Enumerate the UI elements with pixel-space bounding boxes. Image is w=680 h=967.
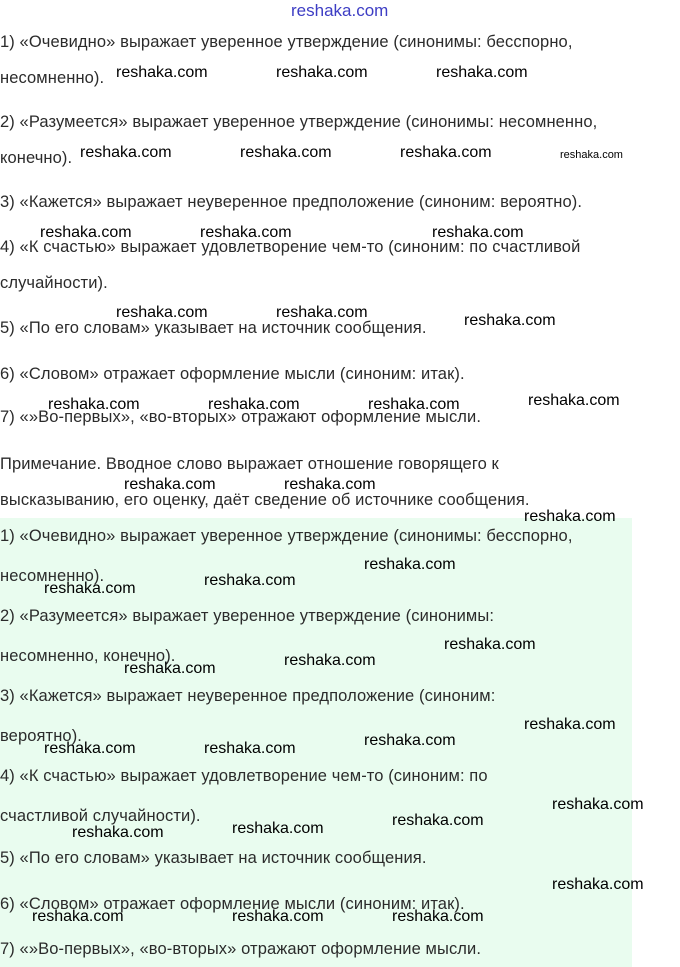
list-item-line: 3) «Кажется» выражает неуверенное предположение (синоним:: [0, 687, 496, 705]
watermark: reshaka.com: [200, 224, 292, 241]
watermark: reshaka.com: [240, 144, 332, 161]
watermark: reshaka.com: [232, 908, 324, 925]
watermark: reshaka.com: [524, 716, 616, 733]
watermark: reshaka.com: [40, 224, 132, 241]
note-paragraph: [0, 446, 530, 518]
list-item-line: 4) «К счастью» выражает удовлетворение чем-то (синоним: по: [0, 767, 488, 785]
watermark: reshaka.com: [364, 556, 456, 573]
watermark: reshaka.com: [436, 64, 528, 81]
list-item: [0, 931, 481, 967]
watermark: reshaka.com: [48, 396, 140, 413]
list-item-line: несомненно, конечно).: [0, 647, 176, 665]
list-item: [0, 598, 494, 674]
list-item-line: 2) «Разумеется» выражает уверенное утверждение (синонимы: несомненно,: [0, 113, 598, 131]
watermark: reshaka.com: [276, 304, 368, 321]
watermark: reshaka.com: [552, 876, 644, 893]
watermark: reshaka.com: [444, 636, 536, 653]
watermark: reshaka.com: [560, 149, 623, 161]
list-item-line: конечно).: [0, 149, 73, 167]
list-item-line: 4) «К счастью» выражает удовлетворение чем-то (синоним: по счастливой: [0, 238, 581, 256]
watermark: reshaka.com: [116, 304, 208, 321]
watermark: reshaka.com: [392, 812, 484, 829]
list-item-line: 3) «Кажется» выражает неуверенное предположение (синоним: вероятно).: [0, 193, 583, 211]
watermark: reshaka.com: [80, 144, 172, 161]
watermark: reshaka.com: [204, 572, 296, 589]
list-item: [0, 184, 582, 220]
watermark: reshaka.com: [116, 64, 208, 81]
list-item-line: 6) «Словом» отражает оформление мысли (синоним: итак).: [0, 895, 465, 913]
watermark: reshaka.com: [32, 908, 124, 925]
list-item: [0, 356, 465, 392]
list-item-line: несомненно).: [0, 69, 105, 87]
list-item-line: 5) «По его словам» указывает на источник сообщения.: [0, 319, 427, 337]
note-line: высказыванию, его оценку, даёт сведение об источнике сообщения.: [0, 491, 530, 509]
watermark: reshaka.com: [528, 392, 620, 409]
watermark: reshaka.com: [204, 740, 296, 757]
watermark: reshaka.com: [72, 824, 164, 841]
list-item: [0, 104, 597, 176]
watermark: reshaka.com: [124, 660, 216, 677]
list-item-line: 5) «По его словам» указывает на источник сообщения.: [0, 849, 427, 867]
list-item-line: 7) «»Во-первых», «во-вторых» отражают оформление мысли.: [0, 408, 482, 426]
watermark: reshaka.com: [284, 476, 376, 493]
watermark: reshaka.com: [364, 732, 456, 749]
note-line: Примечание. Вводное слово выражает отношение говорящего к: [0, 455, 499, 473]
watermark: reshaka.com: [552, 796, 644, 813]
list-item-line: вероятно).: [0, 727, 82, 745]
watermark: reshaka.com: [44, 740, 136, 757]
watermark: reshaka.com: [124, 476, 216, 493]
list-item-line: случайности).: [0, 274, 108, 292]
list-item-line: 1) «Очевидно» выражает уверенное утверждение (синонимы: бесспорно,: [0, 527, 573, 545]
list-item-line: несомненно).: [0, 567, 105, 585]
list-item-line: 1) «Очевидно» выражает уверенное утверждение (синонимы: бесспорно,: [0, 33, 573, 51]
watermark: reshaka.com: [400, 144, 492, 161]
list-item-line: 7) «»Во-первых», «во-вторых» отражают оформление мысли.: [0, 940, 482, 958]
watermark: reshaka.com: [524, 508, 616, 525]
watermark: reshaka.com: [368, 396, 460, 413]
watermark: reshaka.com: [44, 580, 136, 597]
watermark: reshaka.com: [464, 312, 556, 329]
watermark: reshaka.com: [284, 652, 376, 669]
list-item-line: 6) «Словом» отражает оформление мысли (синоним: итак).: [0, 365, 465, 383]
list-item: [0, 24, 573, 96]
watermark-top: reshaka.com: [291, 1, 389, 20]
watermark: reshaka.com: [208, 396, 300, 413]
watermark: reshaka.com: [232, 820, 324, 837]
watermark: reshaka.com: [432, 224, 524, 241]
watermark: reshaka.com: [392, 908, 484, 925]
watermark: reshaka.com: [276, 64, 368, 81]
list-item-line: счастливой случайности).: [0, 807, 201, 825]
list-item: [0, 840, 427, 876]
list-item-line: 2) «Разумеется» выражает уверенное утверждение (синонимы:: [0, 607, 495, 625]
